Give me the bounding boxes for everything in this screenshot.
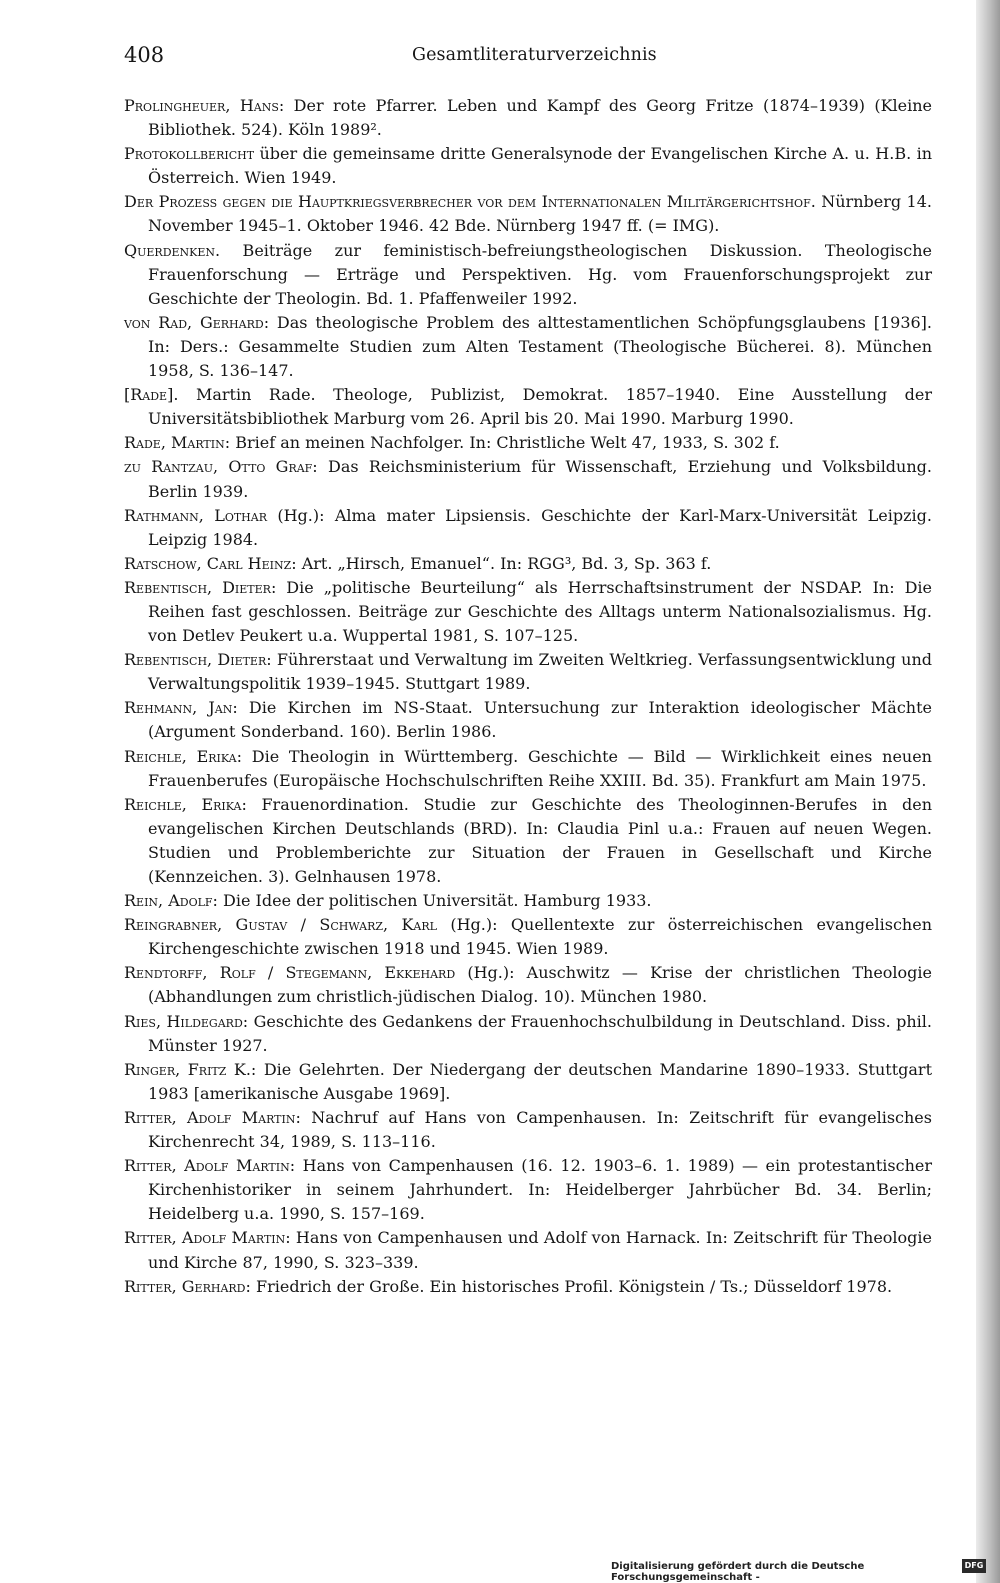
entry-author: zu Rantzau, Otto Graf: xyxy=(124,457,318,477)
dfg-logo: DFG xyxy=(962,1559,986,1573)
entry-text: Nachruf auf Hans von Campenhausen. In: Zeitschrift für evangelisches Kirchenrecht 34, 1989, S. 113–116. xyxy=(148,1107,932,1152)
entry-author: Reingrabner, Gustav / Schwarz, Karl xyxy=(124,915,437,935)
bibliography-entry xyxy=(124,552,932,576)
entry-author: Ritter, Gerhard: xyxy=(124,1276,251,1296)
entry-text: Das Reichsministerium für Wissenschaft, Erziehung und Volksbildung. Berlin 1939. xyxy=(148,457,932,501)
bibliography-entry xyxy=(124,455,932,503)
entry-author: Reichle, Erika: xyxy=(124,794,247,814)
bibliography-entry xyxy=(124,190,932,238)
entry-author: [Rade]. xyxy=(124,385,179,405)
bibliography-entry xyxy=(124,383,932,431)
bibliography-entry xyxy=(124,745,932,793)
entry-author: Rendtorff, Rolf / Stegemann, Ekkehard xyxy=(124,963,456,983)
bibliography-list xyxy=(124,94,932,1299)
entry-text: Frauenordination. Studie zur Geschichte des Theologinnen-Berufes in den evangelischen Kirchen Deutschlands (BRD). In: Claudia Pinl u.a.: Frauen auf neuen Wegen. Studien und Problemberichte zur Situation der Frauen in Gesellschaft und Kirche (Kennzeichen. 3). Gelnhausen 1978. xyxy=(148,794,932,886)
entry-author: Ringer, Fritz K.: xyxy=(124,1059,257,1079)
bibliography-entry xyxy=(124,889,932,913)
entry-text: Friedrich der Große. Ein historisches Profil. Königstein / Ts.; Düsseldorf 1978. xyxy=(250,1276,893,1296)
bibliography-entry xyxy=(124,1058,932,1106)
entry-author: Querdenken. xyxy=(124,240,221,260)
entry-text: Hans von Campenhausen und Adolf von Harnack. In: Zeitschrift für Theologie und Kirche 87, 1990, S. 323–339. xyxy=(148,1228,932,1272)
bibliography-entry xyxy=(124,142,932,190)
entry-author: Rebentisch, Dieter: xyxy=(124,577,277,597)
entry-text: Die Theologin in Württemberg. Geschichte — Bild — Wirklichkeit eines neuen Frauenberufes (Europäische Hochschulschriften Reihe XXIII. Bd. 35). Frankfurt am Main 1975. xyxy=(148,746,932,790)
bibliography-entry xyxy=(124,576,932,648)
entry-author: Rebentisch, Dieter: xyxy=(124,650,272,670)
page-edge-shadow xyxy=(976,0,1000,1583)
entry-text: Das theologische Problem des alttestamentlichen Schöpfungsglaubens [1936]. In: Ders.: Gesammelte Studien zum Alten Testament (Theologische Bücherei. 8). München 1958, S. 136–147. xyxy=(148,312,932,381)
entry-author: Der Prozess gegen die Hauptkriegsverbrecher vor dem Internationalen Militärgerichtshof. xyxy=(124,192,816,212)
bibliography-entry xyxy=(124,961,932,1009)
entry-text: Martin Rade. Theologe, Publizist, Demokrat. 1857–1940. Eine Ausstellung der Universitätsbibliothek Marburg vom 26. April bis 20. Mai 1990. Marburg 1990. xyxy=(148,385,932,429)
entry-author: Ritter, Adolf Martin: xyxy=(124,1107,301,1127)
bibliography-entry xyxy=(124,793,932,889)
entry-author: von Rad, Gerhard: xyxy=(124,312,270,332)
entry-author: Ratschow, Carl Heinz: xyxy=(124,553,297,573)
entry-text: über die gemeinsame dritte Generalsynode der Evangelischen Kirche A. u. H.B. in Österreich. Wien 1949. xyxy=(148,144,932,188)
entry-author: Ritter, Adolf Martin: xyxy=(124,1156,296,1176)
entry-text: Beiträge zur feministisch-befreiungstheologischen Diskussion. Theologische Frauenforschung — Erträge und Perspektiven. Hg. vom Frauenforschungsprojekt zur Geschichte der Theologin. Bd. 1. Pfaffenweiler 1992. xyxy=(148,240,932,308)
digitization-note: Digitalisierung gefördert durch die Deutsche Forschungsgemeinschaft - xyxy=(611,1561,865,1583)
entry-text: Die „politische Beurteilung“ als Herrschaftsinstrument der NSDAP. In: Die Reihen fast geschlossen. Beiträge zur Geschichte des Alltags unterm Nationalsozialismus. Hg. von Detlev Peukert u.a. Wuppertal 1981, S. 107–125. xyxy=(148,577,932,646)
bibliography-entry xyxy=(124,311,932,383)
bibliography-entry xyxy=(124,1106,932,1154)
entry-text: (Hg.): Auschwitz — Krise der christlichen Theologie (Abhandlungen zum christlich-jüdischen Dialog. 10). München 1980. xyxy=(148,963,933,1007)
bibliography-entry xyxy=(124,913,932,961)
entry-author: Ritter, Adolf Martin: xyxy=(124,1228,291,1248)
bibliography-entry xyxy=(124,239,932,311)
entry-text: Geschichte des Gedankens der Frauenhochschulbildung in Deutschland. Diss. phil. Münster 1927. xyxy=(148,1011,933,1055)
page-number: 408 xyxy=(124,43,165,67)
entry-text: Die Gelehrten. Der Niedergang der deutschen Mandarine 1890–1933. Stuttgart 1983 [amerikanische Ausgabe 1969]. xyxy=(148,1059,932,1103)
entry-author: Reichle, Erika: xyxy=(124,746,243,766)
entry-text: Führerstaat und Verwaltung im Zweiten Weltkrieg. Verfassungsentwicklung und Verwaltungspolitik 1939–1945. Stuttgart 1989. xyxy=(148,650,932,694)
bibliography-entry xyxy=(124,648,932,696)
entry-text: Die Idee der politischen Universität. Hamburg 1933. xyxy=(217,891,652,911)
entry-text: Brief an meinen Nachfolger. In: Christliche Welt 47, 1933, S. 302 f. xyxy=(230,433,780,453)
running-title: Gesamtliteraturverzeichnis xyxy=(412,45,657,65)
entry-text: Hans von Campenhausen (16. 12. 1903–6. 1. 1989) — ein protestantischer Kirchenhistoriker in seinem Jahrhundert. In: Heidelberger Jahrbücher Bd. 34. Berlin; Heidelberg u.a. 1990, S. 157–169. xyxy=(148,1156,932,1224)
entry-author: Ries, Hildegard: xyxy=(124,1011,249,1031)
entry-text: (Hg.): Alma mater Lipsiensis. Geschichte der Karl-Marx-Universität Leipzig. Leipzig 1984. xyxy=(148,505,933,549)
bibliography-entry xyxy=(124,1275,932,1299)
entry-text: (Hg.): Quellentexte zur österreichischen evangelischen Kirchengeschichte zwischen 1918 und 1945. Wien 1989. xyxy=(148,915,932,959)
entry-author: Rade, Martin: xyxy=(124,433,231,453)
entry-text: Art. „Hirsch, Emanuel“. In: RGG³, Bd. 3, Sp. 363 f. xyxy=(296,553,712,573)
entry-text: Der rote Pfarrer. Leben und Kampf des Georg Fritze (1874–1939) (Kleine Bibliothek. 524). Köln 1989². xyxy=(148,96,933,140)
entry-author: Rein, Adolf: xyxy=(124,891,218,911)
entry-text: Die Kirchen im NS-Staat. Untersuchung zur Interaktion ideologischer Mächte (Argument Sonderband. 160). Berlin 1986. xyxy=(148,698,933,742)
bibliography-entry xyxy=(124,431,932,455)
bibliography-entry xyxy=(124,94,932,142)
entry-author: Prolingheuer, Hans: xyxy=(124,96,285,115)
bibliography-entry xyxy=(124,696,932,744)
entry-author: Protokollbericht xyxy=(124,144,255,164)
entry-text: Nürnberg 14. November 1945–1. Oktober 1946. 42 Bde. Nürnberg 1947 ff. (= IMG). xyxy=(148,192,932,236)
bibliography-entry xyxy=(124,1010,932,1058)
entry-author: Rathmann, Lothar xyxy=(124,505,267,525)
entry-author: Rehmann, Jan: xyxy=(124,698,238,718)
bibliography-entry xyxy=(124,1154,932,1226)
bibliography-entry xyxy=(124,504,932,552)
bibliography-entry xyxy=(124,1226,932,1274)
